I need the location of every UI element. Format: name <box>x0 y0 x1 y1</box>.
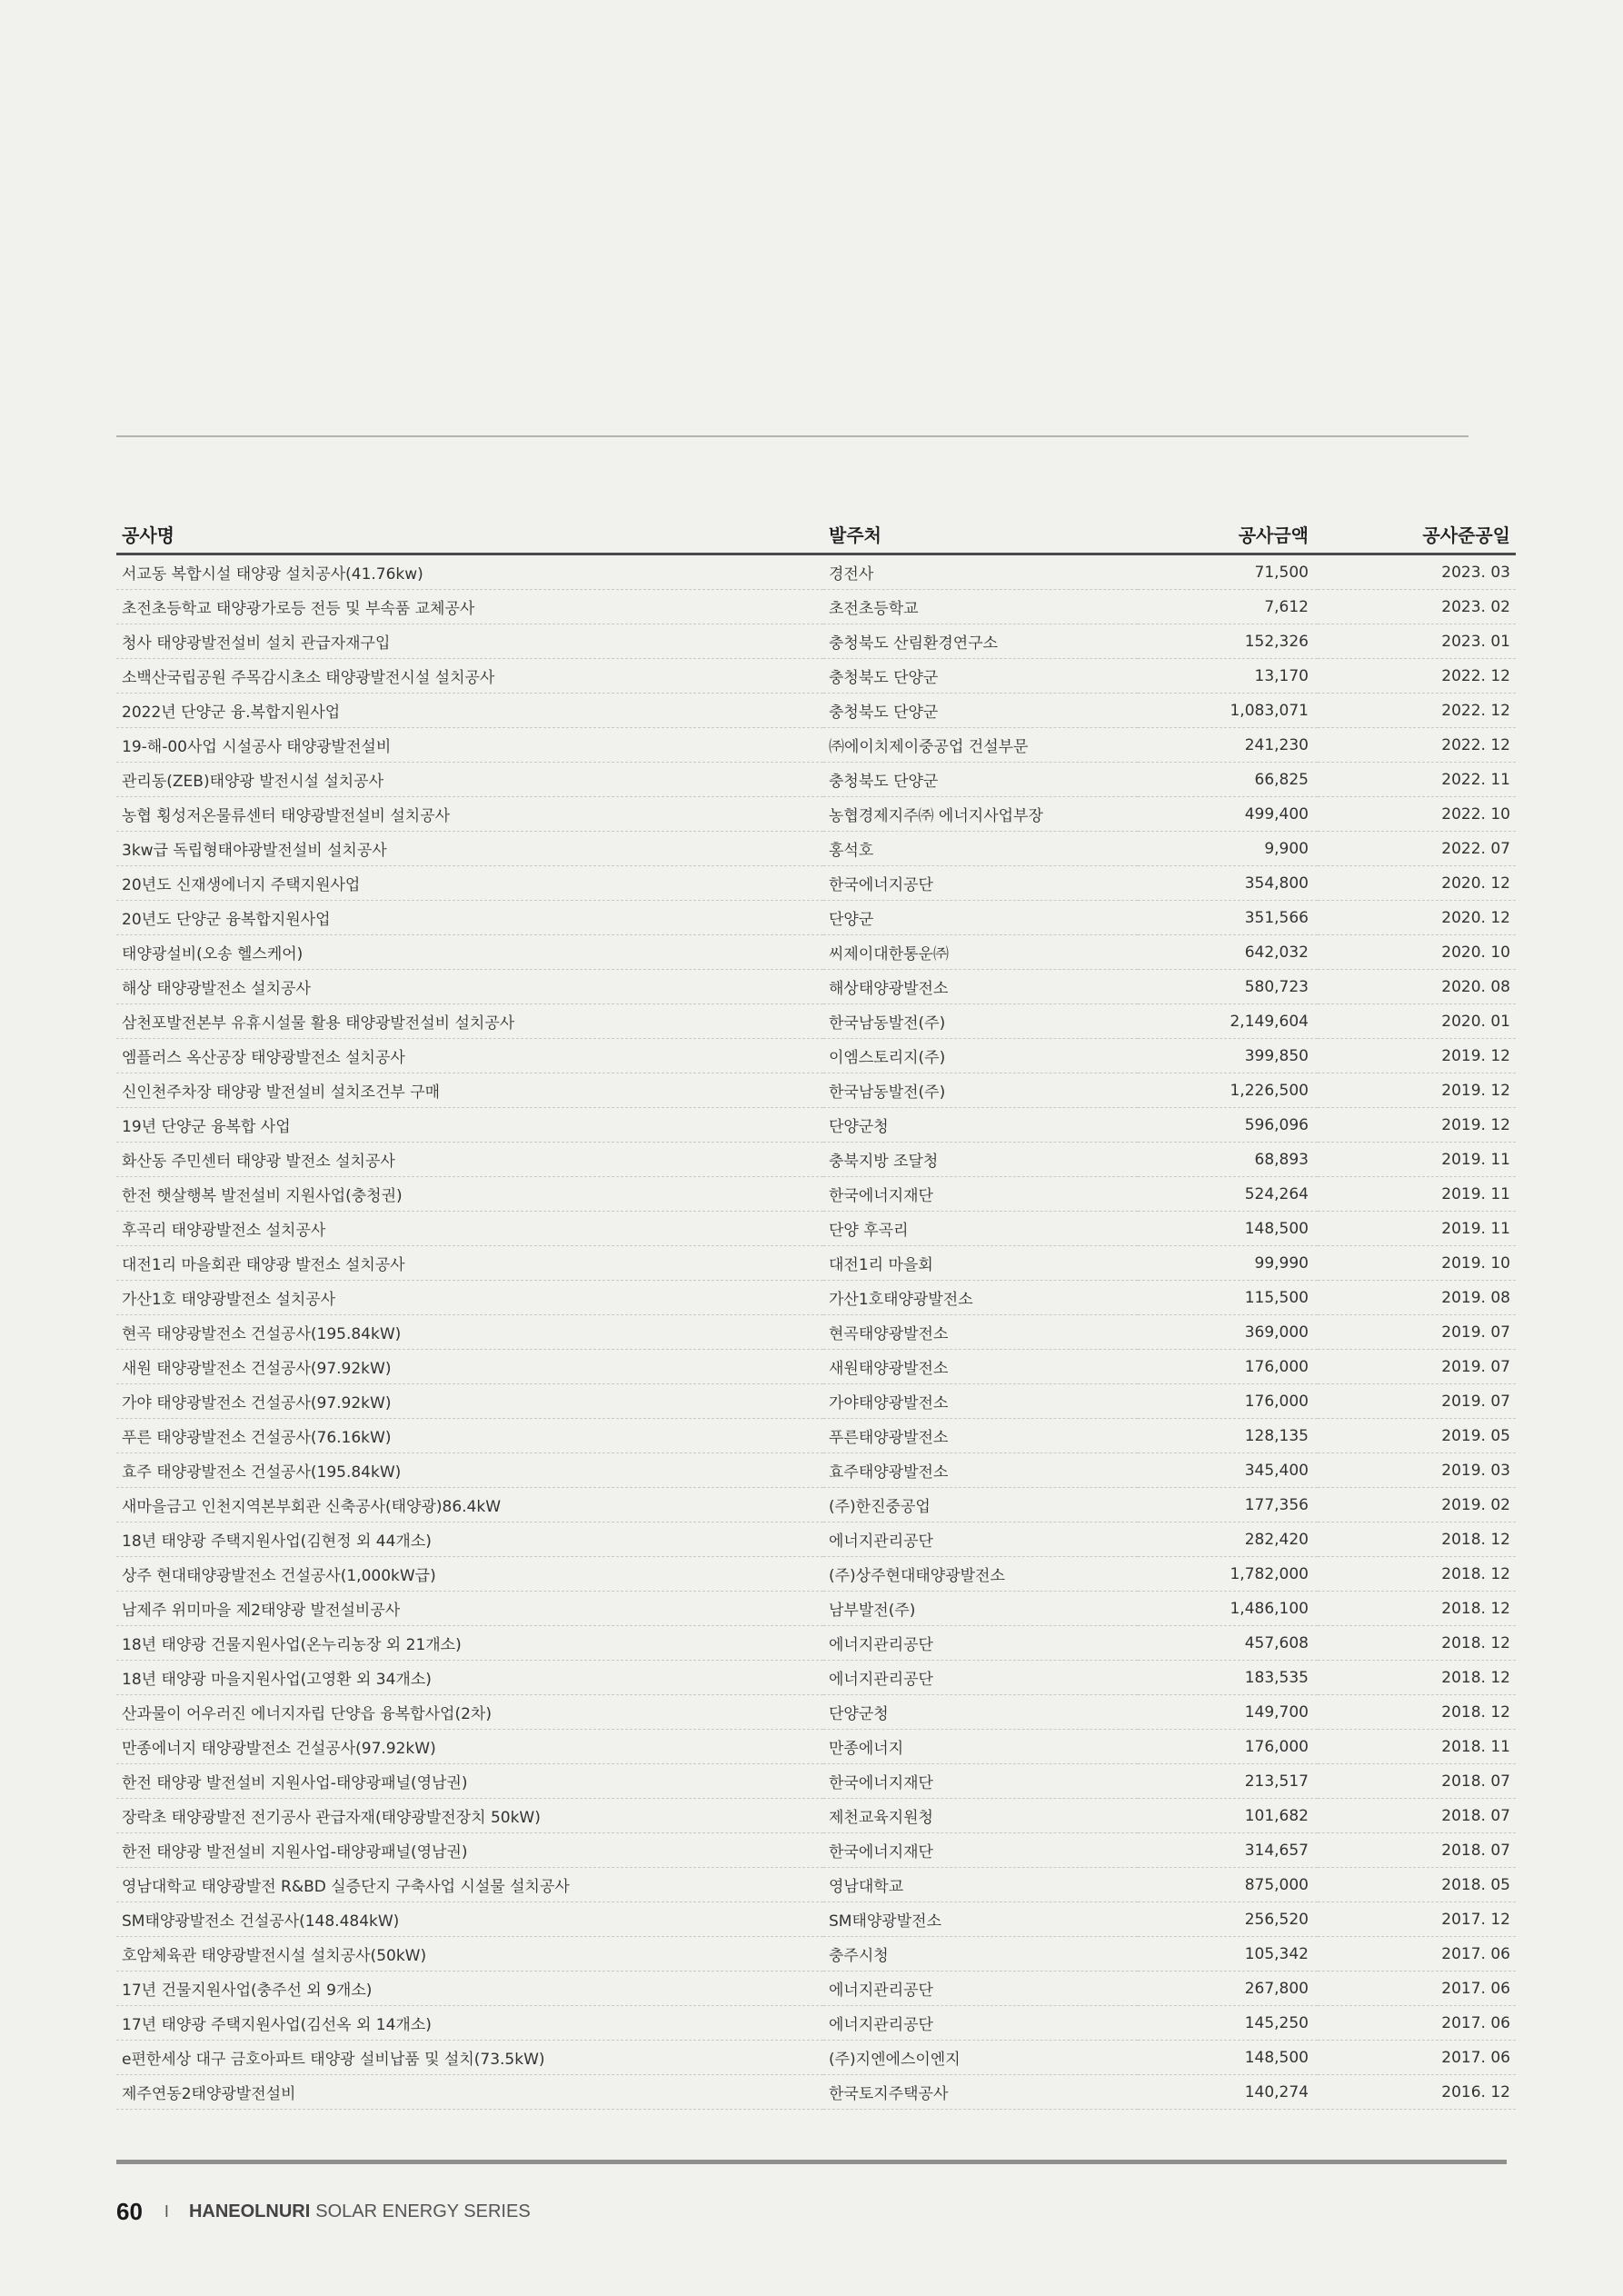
amount-cell: 176,000 <box>1138 1730 1318 1764</box>
amount-cell: 1,083,071 <box>1138 694 1318 728</box>
amount-cell: 2,149,604 <box>1138 1004 1318 1039</box>
client-cell: 단양군 <box>823 901 1138 935</box>
table-row <box>116 832 1516 866</box>
project-name-cell: SM태양광발전소 건설공사(148.484kW) <box>116 1902 823 1937</box>
completion-date-cell: 2017. 06 <box>1318 2006 1516 2041</box>
completion-date-cell: 2019. 05 <box>1318 1419 1516 1453</box>
client-cell: 한국에너지공단 <box>823 866 1138 901</box>
table-row <box>116 1143 1516 1177</box>
project-name-cell: 신인천주차장 태양광 발전설비 설치조건부 구매 <box>116 1073 823 1108</box>
footer-separator: I <box>164 2202 169 2221</box>
table-row <box>116 1419 1516 1453</box>
project-name-cell: 태양광설비(오송 헬스케어) <box>116 935 823 970</box>
client-cell: 에너지관리공단 <box>823 1661 1138 1695</box>
completion-date-cell: 2018. 07 <box>1318 1799 1516 1833</box>
completion-date-cell: 2023. 03 <box>1318 554 1516 590</box>
project-name-cell: 18년 태양광 마을지원사업(고영환 외 34개소) <box>116 1661 823 1695</box>
completion-date-cell: 2019. 07 <box>1318 1384 1516 1419</box>
project-name-cell: 20년도 신재생에너지 주택지원사업 <box>116 866 823 901</box>
project-name-cell: 호암체육관 태양광발전시설 설치공사(50kW) <box>116 1937 823 1972</box>
client-cell: 충주시청 <box>823 1937 1138 1972</box>
table-row <box>116 554 1516 590</box>
project-name-cell: 농협 횡성저온물류센터 태양광발전설비 설치공사 <box>116 797 823 832</box>
completion-date-cell: 2017. 06 <box>1318 1972 1516 2006</box>
client-cell: 초전초등학교 <box>823 590 1138 624</box>
completion-date-cell: 2018. 12 <box>1318 1522 1516 1557</box>
table-row <box>116 1522 1516 1557</box>
completion-date-cell: 2018. 12 <box>1318 1626 1516 1661</box>
client-cell: 푸른태양광발전소 <box>823 1419 1138 1453</box>
header-completion-date: 공사준공일 <box>1318 514 1516 554</box>
project-name-cell: 17년 태양광 주택지원사업(김선옥 외 14개소) <box>116 2006 823 2041</box>
completion-date-cell: 2018. 11 <box>1318 1730 1516 1764</box>
table-row <box>116 1764 1516 1799</box>
client-cell: 가야태양광발전소 <box>823 1384 1138 1419</box>
amount-cell: 148,500 <box>1138 2041 1318 2075</box>
top-divider <box>116 435 1469 437</box>
amount-cell: 140,274 <box>1138 2075 1318 2110</box>
client-cell: 새원태양광발전소 <box>823 1350 1138 1384</box>
completion-date-cell: 2018. 12 <box>1318 1695 1516 1730</box>
client-cell: ㈜에이치제이중공업 건설부문 <box>823 728 1138 763</box>
client-cell: 충청북도 단양군 <box>823 659 1138 694</box>
footer-series: SOLAR ENERGY SERIES <box>315 2201 531 2221</box>
completion-date-cell: 2023. 01 <box>1318 624 1516 659</box>
client-cell: 충북지방 조달청 <box>823 1143 1138 1177</box>
amount-cell: 105,342 <box>1138 1937 1318 1972</box>
table-header-row <box>116 514 1516 554</box>
project-name-cell: 만종에너지 태양광발전소 건설공사(97.92kW) <box>116 1730 823 1764</box>
completion-date-cell: 2017. 12 <box>1318 1902 1516 1937</box>
project-name-cell: 제주연동2태양광발전설비 <box>116 2075 823 2110</box>
project-name-cell: 서교동 복합시설 태양광 설치공사(41.76kw) <box>116 554 823 590</box>
client-cell: 한국토지주택공사 <box>823 2075 1138 2110</box>
client-cell: 에너지관리공단 <box>823 1522 1138 1557</box>
amount-cell: 183,535 <box>1138 1661 1318 1695</box>
table-row <box>116 1695 1516 1730</box>
amount-cell: 499,400 <box>1138 797 1318 832</box>
amount-cell: 128,135 <box>1138 1419 1318 1453</box>
amount-cell: 1,226,500 <box>1138 1073 1318 1108</box>
completion-date-cell: 2019. 03 <box>1318 1453 1516 1488</box>
completion-date-cell: 2019. 11 <box>1318 1212 1516 1246</box>
completion-date-cell: 2017. 06 <box>1318 2041 1516 2075</box>
project-name-cell: 새마을금고 인천지역본부회관 신축공사(태양광)86.4kW <box>116 1488 823 1522</box>
project-name-cell: 18년 태양광 주택지원사업(김현정 외 44개소) <box>116 1522 823 1557</box>
amount-cell: 256,520 <box>1138 1902 1318 1937</box>
completion-date-cell: 2018. 12 <box>1318 1592 1516 1626</box>
amount-cell: 149,700 <box>1138 1695 1318 1730</box>
amount-cell: 145,250 <box>1138 2006 1318 2041</box>
table-row <box>116 1799 1516 1833</box>
client-cell: 한국남동발전(주) <box>823 1073 1138 1108</box>
table-row <box>116 901 1516 935</box>
table-row <box>116 1350 1516 1384</box>
client-cell: 단양군청 <box>823 1108 1138 1143</box>
page-footer <box>116 2198 531 2226</box>
completion-date-cell: 2019. 08 <box>1318 1281 1516 1315</box>
table-row <box>116 1246 1516 1281</box>
table-row <box>116 1661 1516 1695</box>
table-row <box>116 728 1516 763</box>
completion-date-cell: 2018. 12 <box>1318 1557 1516 1592</box>
table-row <box>116 1004 1516 1039</box>
construction-records-table-container <box>116 514 1510 2110</box>
table-row <box>116 1039 1516 1073</box>
amount-cell: 71,500 <box>1138 554 1318 590</box>
table-row <box>116 1281 1516 1315</box>
project-name-cell: 산과물이 어우러진 에너지자립 단양읍 융복합사업(2차) <box>116 1695 823 1730</box>
amount-cell: 282,420 <box>1138 1522 1318 1557</box>
amount-cell: 68,893 <box>1138 1143 1318 1177</box>
completion-date-cell: 2019. 12 <box>1318 1108 1516 1143</box>
client-cell: 효주태양광발전소 <box>823 1453 1138 1488</box>
footer-brand: HANEOLNURI <box>188 2201 311 2221</box>
client-cell: SM태양광발전소 <box>823 1902 1138 1937</box>
amount-cell: 13,170 <box>1138 659 1318 694</box>
completion-date-cell: 2022. 07 <box>1318 832 1516 866</box>
completion-date-cell: 2018. 05 <box>1318 1868 1516 1902</box>
completion-date-cell: 2016. 12 <box>1318 2075 1516 2110</box>
client-cell: (주)한진중공업 <box>823 1488 1138 1522</box>
amount-cell: 875,000 <box>1138 1868 1318 1902</box>
table-row <box>116 1488 1516 1522</box>
completion-date-cell: 2022. 11 <box>1318 763 1516 797</box>
table-row <box>116 2006 1516 2041</box>
amount-cell: 399,850 <box>1138 1039 1318 1073</box>
table-row <box>116 694 1516 728</box>
amount-cell: 241,230 <box>1138 728 1318 763</box>
table-row <box>116 797 1516 832</box>
header-client: 발주처 <box>823 514 1138 554</box>
amount-cell: 642,032 <box>1138 935 1318 970</box>
project-name-cell: 영남대학교 태양광발전 R&BD 실증단지 구축사업 시설물 설치공사 <box>116 1868 823 1902</box>
table-row <box>116 763 1516 797</box>
bottom-divider <box>116 2160 1507 2164</box>
client-cell: 농협경제지주㈜ 에너지사업부장 <box>823 797 1138 832</box>
amount-cell: 152,326 <box>1138 624 1318 659</box>
amount-cell: 7,612 <box>1138 590 1318 624</box>
project-name-cell: 효주 태양광발전소 건설공사(195.84kW) <box>116 1453 823 1488</box>
project-name-cell: 가야 태양광발전소 건설공사(97.92kW) <box>116 1384 823 1419</box>
project-name-cell: 화산동 주민센터 태양광 발전소 설치공사 <box>116 1143 823 1177</box>
table-row <box>116 1868 1516 1902</box>
amount-cell: 369,000 <box>1138 1315 1318 1350</box>
table-row <box>116 2075 1516 2110</box>
table-row <box>116 659 1516 694</box>
completion-date-cell: 2018. 12 <box>1318 1661 1516 1695</box>
project-name-cell: 후곡리 태양광발전소 설치공사 <box>116 1212 823 1246</box>
project-name-cell: 한전 햇살행복 발전설비 지원사업(충청권) <box>116 1177 823 1212</box>
header-project-name: 공사명 <box>116 514 823 554</box>
table-row <box>116 1833 1516 1868</box>
project-name-cell: 엠플러스 옥산공장 태양광발전소 설치공사 <box>116 1039 823 1073</box>
completion-date-cell: 2019. 07 <box>1318 1350 1516 1384</box>
project-name-cell: 관리동(ZEB)태양광 발전시설 설치공사 <box>116 763 823 797</box>
project-name-cell: 새원 태양광발전소 건설공사(97.92kW) <box>116 1350 823 1384</box>
table-row <box>116 935 1516 970</box>
completion-date-cell: 2019. 10 <box>1318 1246 1516 1281</box>
client-cell: 단양군청 <box>823 1695 1138 1730</box>
project-name-cell: e편한세상 대구 금호아파트 태양광 설비납품 및 설치(73.5kW) <box>116 2041 823 2075</box>
client-cell: 경전사 <box>823 554 1138 590</box>
amount-cell: 99,990 <box>1138 1246 1318 1281</box>
project-name-cell: 상주 현대태양광발전소 건설공사(1,000kW급) <box>116 1557 823 1592</box>
completion-date-cell: 2019. 12 <box>1318 1039 1516 1073</box>
table-row <box>116 590 1516 624</box>
amount-cell: 176,000 <box>1138 1384 1318 1419</box>
header-amount: 공사금액 <box>1138 514 1318 554</box>
completion-date-cell: 2022. 12 <box>1318 659 1516 694</box>
completion-date-cell: 2020. 12 <box>1318 866 1516 901</box>
completion-date-cell: 2019. 11 <box>1318 1143 1516 1177</box>
completion-date-cell: 2019. 07 <box>1318 1315 1516 1350</box>
client-cell: 영남대학교 <box>823 1868 1138 1902</box>
amount-cell: 314,657 <box>1138 1833 1318 1868</box>
project-name-cell: 초전초등학교 태양광가로등 전등 및 부속품 교체공사 <box>116 590 823 624</box>
client-cell: 에너지관리공단 <box>823 2006 1138 2041</box>
client-cell: (주)상주현대태양광발전소 <box>823 1557 1138 1592</box>
table-row <box>116 1108 1516 1143</box>
amount-cell: 596,096 <box>1138 1108 1318 1143</box>
project-name-cell: 한전 태양광 발전설비 지원사업-태양광패널(영남권) <box>116 1764 823 1799</box>
amount-cell: 457,608 <box>1138 1626 1318 1661</box>
amount-cell: 101,682 <box>1138 1799 1318 1833</box>
project-name-cell: 2022년 단양군 융.복합지원사업 <box>116 694 823 728</box>
project-name-cell: 삼천포발전본부 유휴시설물 활용 태양광발전설비 설치공사 <box>116 1004 823 1039</box>
amount-cell: 148,500 <box>1138 1212 1318 1246</box>
amount-cell: 177,356 <box>1138 1488 1318 1522</box>
amount-cell: 176,000 <box>1138 1350 1318 1384</box>
client-cell: 현곡태양광발전소 <box>823 1315 1138 1350</box>
project-name-cell: 한전 태양광 발전설비 지원사업-태양광패널(영남권) <box>116 1833 823 1868</box>
project-name-cell: 해상 태양광발전소 설치공사 <box>116 970 823 1004</box>
amount-cell: 580,723 <box>1138 970 1318 1004</box>
amount-cell: 351,566 <box>1138 901 1318 935</box>
project-name-cell: 19-해-00사업 시설공사 태양광발전설비 <box>116 728 823 763</box>
project-name-cell: 현곡 태양광발전소 건설공사(195.84kW) <box>116 1315 823 1350</box>
client-cell: 에너지관리공단 <box>823 1972 1138 2006</box>
project-name-cell: 3kw급 독립형태야광발전설비 설치공사 <box>116 832 823 866</box>
amount-cell: 115,500 <box>1138 1281 1318 1315</box>
client-cell: 가산1호태양광발전소 <box>823 1281 1138 1315</box>
completion-date-cell: 2022. 12 <box>1318 728 1516 763</box>
project-name-cell: 가산1호 태양광발전소 설치공사 <box>116 1281 823 1315</box>
amount-cell: 213,517 <box>1138 1764 1318 1799</box>
project-name-cell: 청사 태양광발전설비 설치 관급자재구입 <box>116 624 823 659</box>
amount-cell: 66,825 <box>1138 763 1318 797</box>
project-name-cell: 푸른 태양광발전소 건설공사(76.16kW) <box>116 1419 823 1453</box>
completion-date-cell: 2019. 02 <box>1318 1488 1516 1522</box>
construction-records-table <box>116 514 1516 2110</box>
client-cell: 홍석호 <box>823 832 1138 866</box>
client-cell: 단양 후곡리 <box>823 1212 1138 1246</box>
page-number: 60 <box>116 2198 143 2225</box>
table-row <box>116 1073 1516 1108</box>
table-body <box>116 554 1516 2110</box>
amount-cell: 345,400 <box>1138 1453 1318 1488</box>
client-cell: 한국에너지재단 <box>823 1833 1138 1868</box>
table-row <box>116 2041 1516 2075</box>
client-cell: 해상태양광발전소 <box>823 970 1138 1004</box>
completion-date-cell: 2020. 12 <box>1318 901 1516 935</box>
amount-cell: 267,800 <box>1138 1972 1318 2006</box>
client-cell: 만종에너지 <box>823 1730 1138 1764</box>
table-row <box>116 1315 1516 1350</box>
project-name-cell: 20년도 단양군 융복합지원사업 <box>116 901 823 935</box>
client-cell: 씨제이대한통운㈜ <box>823 935 1138 970</box>
client-cell: 충청북도 단양군 <box>823 694 1138 728</box>
table-row <box>116 1212 1516 1246</box>
table-row <box>116 1902 1516 1937</box>
completion-date-cell: 2020. 08 <box>1318 970 1516 1004</box>
client-cell: 이엠스토리지(주) <box>823 1039 1138 1073</box>
amount-cell: 9,900 <box>1138 832 1318 866</box>
project-name-cell: 대전1리 마을회관 태양광 발전소 설치공사 <box>116 1246 823 1281</box>
client-cell: 남부발전(주) <box>823 1592 1138 1626</box>
completion-date-cell: 2020. 01 <box>1318 1004 1516 1039</box>
table-row <box>116 1592 1516 1626</box>
completion-date-cell: 2019. 11 <box>1318 1177 1516 1212</box>
table-row <box>116 1557 1516 1592</box>
project-name-cell: 17년 건물지원사업(충주선 외 9개소) <box>116 1972 823 2006</box>
client-cell: 대전1리 마을회 <box>823 1246 1138 1281</box>
project-name-cell: 장락초 태양광발전 전기공사 관급자재(태양광발전장치 50kW) <box>116 1799 823 1833</box>
table-row <box>116 866 1516 901</box>
amount-cell: 524,264 <box>1138 1177 1318 1212</box>
amount-cell: 1,486,100 <box>1138 1592 1318 1626</box>
table-row <box>116 970 1516 1004</box>
amount-cell: 1,782,000 <box>1138 1557 1318 1592</box>
completion-date-cell: 2020. 10 <box>1318 935 1516 970</box>
table-row <box>116 1730 1516 1764</box>
client-cell: 충청북도 단양군 <box>823 763 1138 797</box>
completion-date-cell: 2018. 07 <box>1318 1833 1516 1868</box>
table-row <box>116 1384 1516 1419</box>
completion-date-cell: 2022. 12 <box>1318 694 1516 728</box>
table-row <box>116 1937 1516 1972</box>
project-name-cell: 18년 태양광 건물지원사업(온누리농장 외 21개소) <box>116 1626 823 1661</box>
completion-date-cell: 2017. 06 <box>1318 1937 1516 1972</box>
table-row <box>116 1626 1516 1661</box>
completion-date-cell: 2022. 10 <box>1318 797 1516 832</box>
project-name-cell: 남제주 위미마을 제2태양광 발전설비공사 <box>116 1592 823 1626</box>
client-cell: 한국남동발전(주) <box>823 1004 1138 1039</box>
client-cell: 한국에너지재단 <box>823 1177 1138 1212</box>
amount-cell: 354,800 <box>1138 866 1318 901</box>
completion-date-cell: 2023. 02 <box>1318 590 1516 624</box>
project-name-cell: 19년 단양군 융복합 사업 <box>116 1108 823 1143</box>
client-cell: 충청북도 산림환경연구소 <box>823 624 1138 659</box>
client-cell: 제천교육지원청 <box>823 1799 1138 1833</box>
client-cell: 에너지관리공단 <box>823 1626 1138 1661</box>
table-row <box>116 1453 1516 1488</box>
completion-date-cell: 2019. 12 <box>1318 1073 1516 1108</box>
table-row <box>116 624 1516 659</box>
project-name-cell: 소백산국립공원 주목감시초소 태양광발전시설 설치공사 <box>116 659 823 694</box>
table-row <box>116 1972 1516 2006</box>
client-cell: 한국에너지재단 <box>823 1764 1138 1799</box>
completion-date-cell: 2018. 07 <box>1318 1764 1516 1799</box>
table-row <box>116 1177 1516 1212</box>
client-cell: (주)지엔에스이엔지 <box>823 2041 1138 2075</box>
